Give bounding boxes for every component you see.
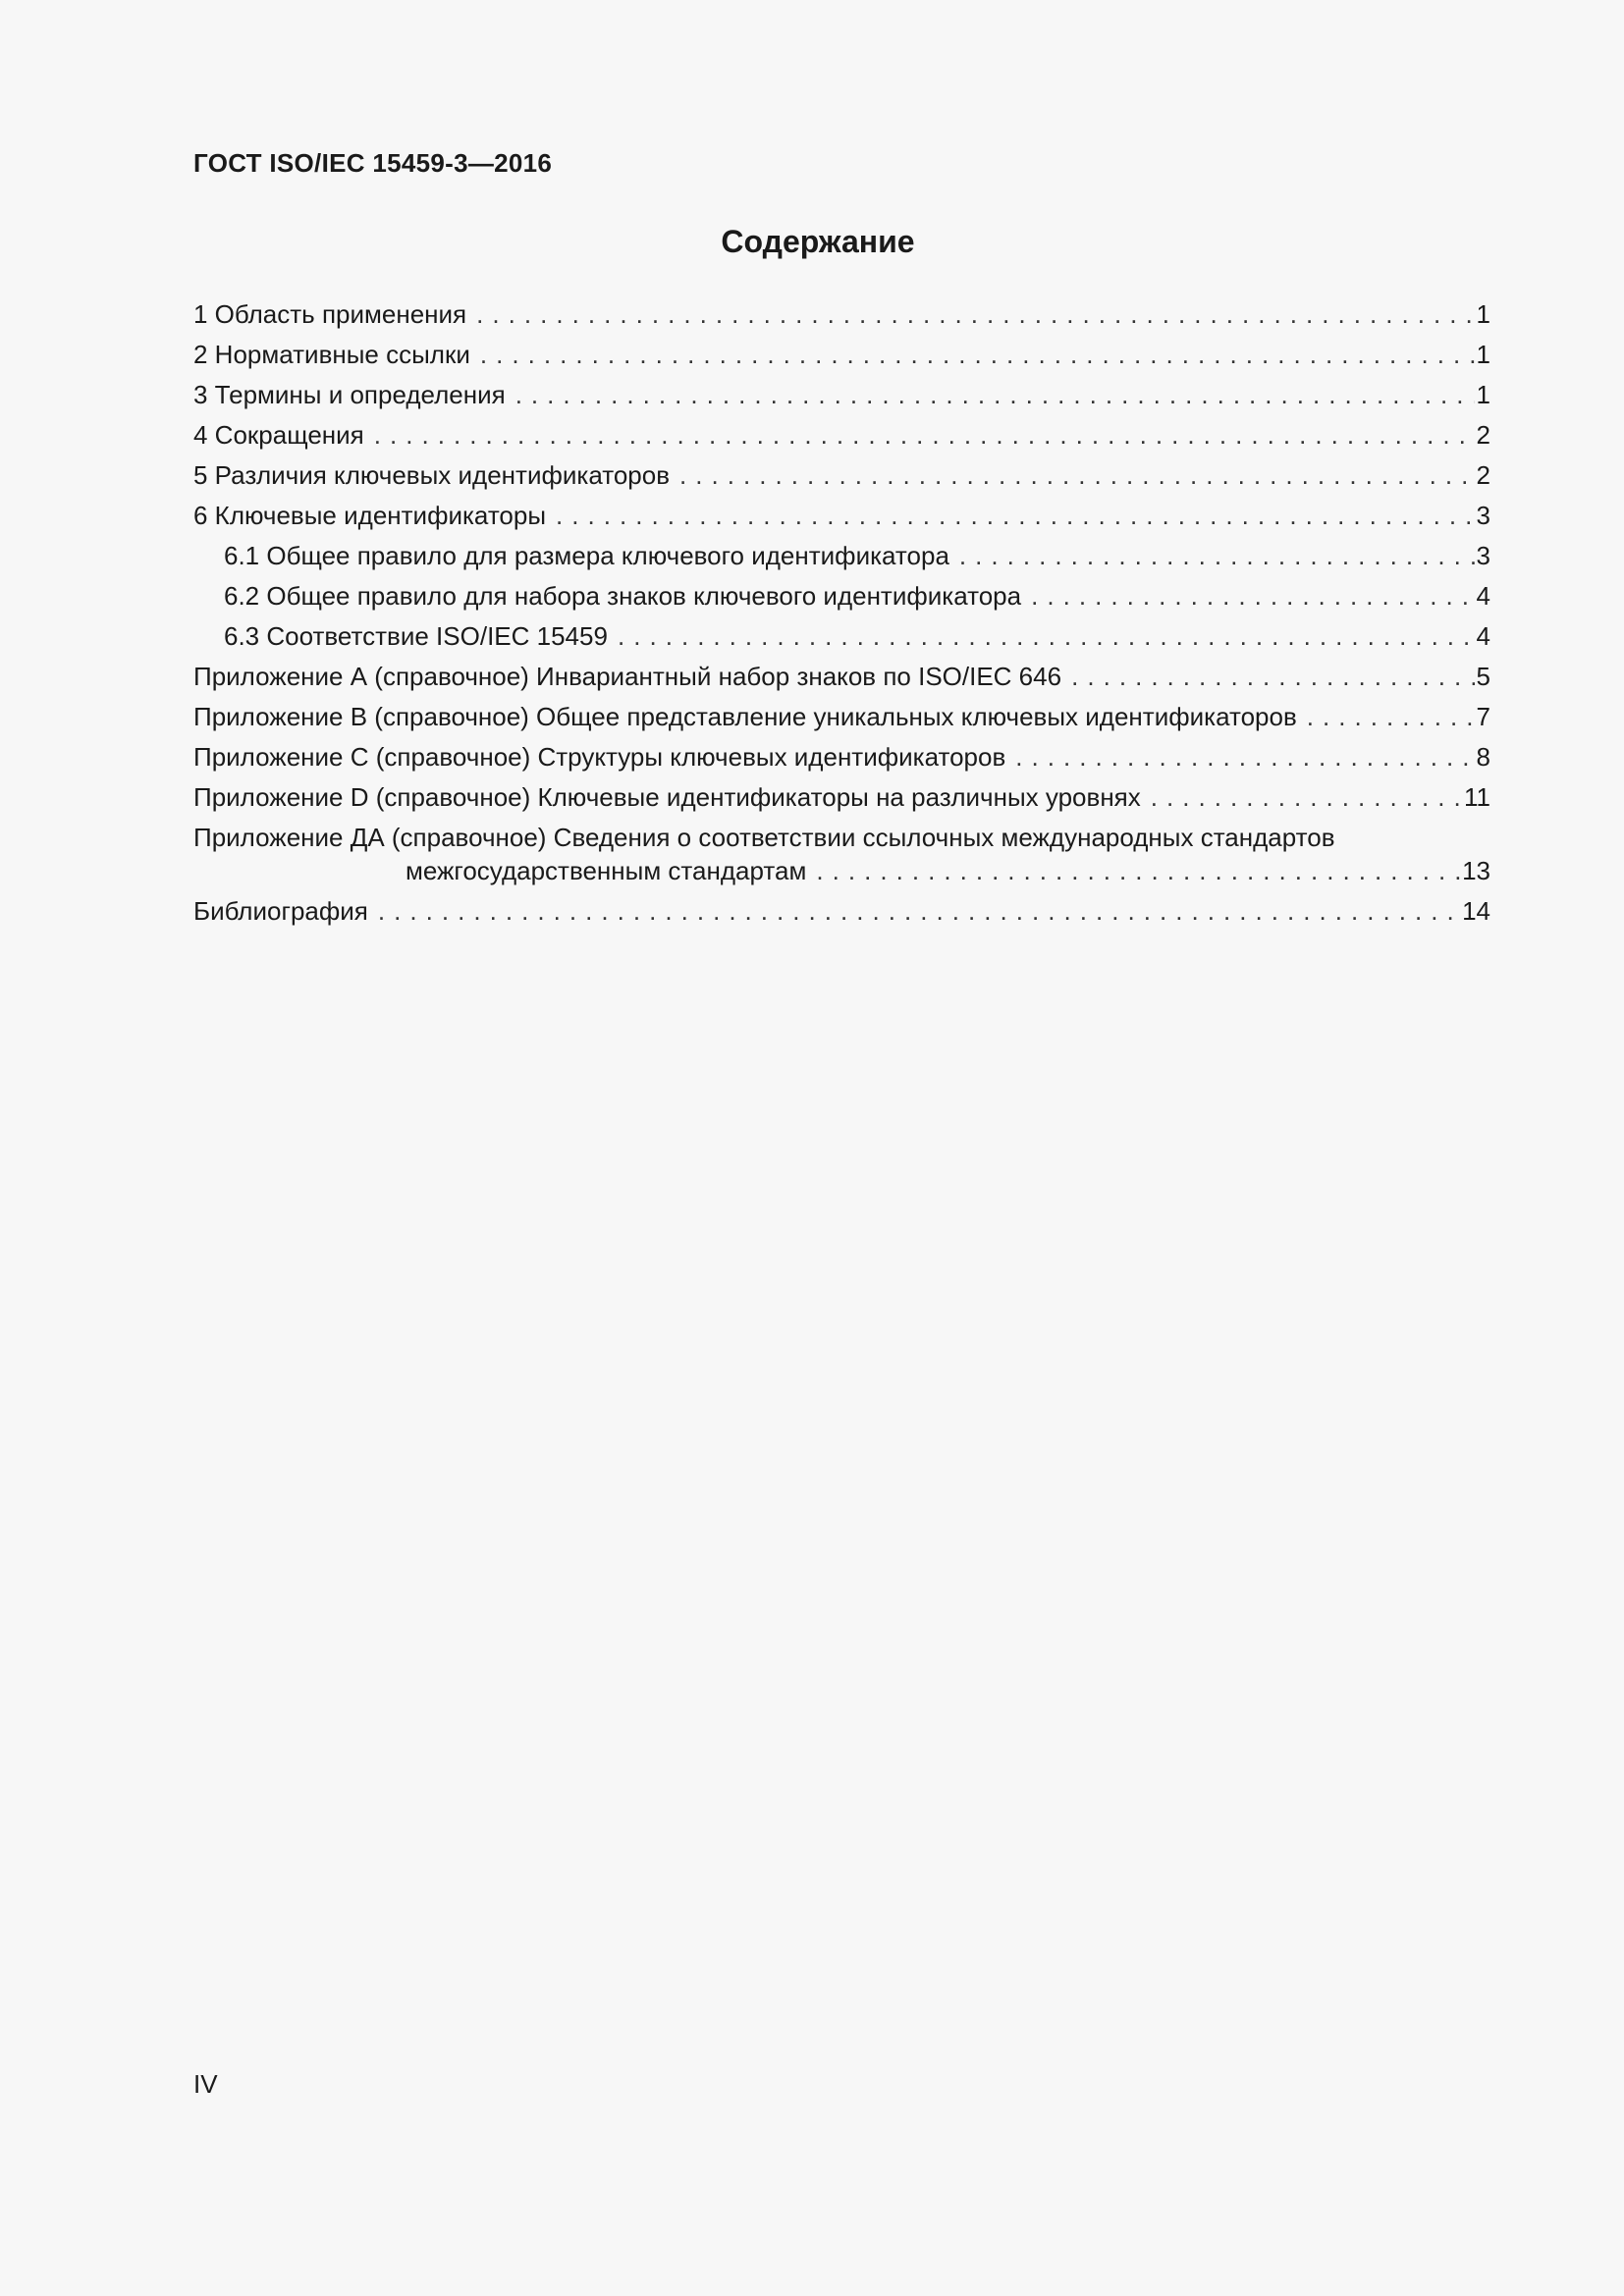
- dot-leader: [618, 616, 1475, 657]
- dot-leader: [374, 415, 1475, 455]
- toc-entry-page: 11: [1464, 782, 1490, 812]
- toc-entry-label: 5 Различия ключевых идентификаторов: [193, 460, 671, 490]
- toc-entry-page: 7: [1476, 702, 1490, 731]
- toc-entry-label: Библиография: [193, 896, 368, 926]
- toc-entry-annex-c[interactable]: [193, 737, 1490, 777]
- table-of-contents: [193, 294, 1490, 932]
- toc-entry-page: 1: [1476, 380, 1490, 409]
- toc-entry-terms[interactable]: [193, 375, 1490, 415]
- document-header: ГОСТ ISO/IEC 15459-3—2016: [193, 148, 553, 178]
- toc-entry-label: 4 Сокращения: [193, 420, 364, 450]
- toc-entry-page: 14: [1462, 896, 1490, 926]
- dot-leader: [556, 496, 1474, 536]
- toc-entry-label: 6.3 Соответствие ISO/IEC 15459: [224, 621, 608, 651]
- toc-entry-6-2[interactable]: [193, 576, 1490, 616]
- toc-entry-page: 5: [1476, 662, 1490, 691]
- toc-entry-annex-b[interactable]: [193, 697, 1490, 737]
- toc-entry-key-identifier-differences[interactable]: [193, 455, 1490, 496]
- toc-entry-label: Приложение D (справочное) Ключевые идентификаторы на различных уровнях: [193, 782, 1141, 812]
- toc-entry-page: 2: [1476, 460, 1490, 490]
- toc-entry-label: 1 Область применения: [193, 299, 467, 329]
- dot-leader: [378, 891, 1460, 932]
- toc-entry-label: 6.1 Общее правило для размера ключевого идентификатора: [224, 541, 949, 570]
- toc-entry-page: 2: [1476, 420, 1490, 450]
- toc-entry-page: 3: [1476, 501, 1490, 530]
- dot-leader: [1307, 697, 1475, 737]
- toc-entry-6-3[interactable]: [193, 616, 1490, 657]
- toc-entry-normative-references[interactable]: [193, 335, 1490, 375]
- dot-leader: [679, 455, 1475, 496]
- dot-leader: [1071, 657, 1474, 697]
- toc-entry-6-1[interactable]: [193, 536, 1490, 576]
- toc-entry-page: 4: [1476, 581, 1490, 611]
- toc-entry-page: 13: [1462, 856, 1490, 885]
- toc-entry-label: 2 Нормативные ссылки: [193, 340, 470, 369]
- toc-entry-label: Приложение В (справочное) Общее представление уникальных ключевых идентификаторов: [193, 702, 1297, 731]
- toc-entry-key-identifiers[interactable]: [193, 496, 1490, 536]
- toc-entry-page: 3: [1476, 541, 1490, 570]
- toc-entry-abbreviations[interactable]: [193, 415, 1490, 455]
- dot-leader: [1031, 576, 1474, 616]
- toc-entry-page: 4: [1476, 621, 1490, 651]
- toc-entry-label: Приложение А (справочное) Инвариантный набор знаков по ISO/IEC 646: [193, 662, 1062, 691]
- toc-entry-label: 6 Ключевые идентификаторы: [193, 501, 547, 530]
- dot-leader: [480, 335, 1475, 375]
- toc-entry-label-continuation: межгосударственным стандартам: [406, 856, 807, 885]
- toc-entry-label: 3 Термины и определения: [193, 380, 506, 409]
- toc-entry-label: Приложение ДА (справочное) Сведения о соответствии ссылочных международных стандартов: [193, 823, 1335, 852]
- toc-entry-annex-d[interactable]: [193, 777, 1490, 818]
- toc-entry-bibliography[interactable]: [193, 891, 1490, 932]
- dot-leader: [515, 375, 1475, 415]
- toc-entry-page: 1: [1476, 299, 1490, 329]
- toc-entry-label: 6.2 Общее правило для набора знаков ключевого идентификатора: [224, 581, 1022, 611]
- toc-entry-label: Приложение С (справочное) Структуры ключевых идентификаторов: [193, 742, 1006, 772]
- toc-entry-page: 8: [1476, 742, 1490, 772]
- dot-leader: [1015, 737, 1474, 777]
- toc-entry-scope[interactable]: [193, 294, 1490, 335]
- dot-leader: [816, 854, 1460, 887]
- dot-leader: [1151, 777, 1462, 818]
- dot-leader: [476, 294, 1474, 335]
- toc-entry-annex-da[interactable]: [193, 818, 1490, 891]
- page-number: IV: [193, 2069, 218, 2099]
- dot-leader: [959, 536, 1475, 576]
- toc-entry-page: 1: [1476, 340, 1490, 369]
- toc-title: Содержание: [721, 224, 915, 259]
- toc-entry-annex-a[interactable]: [193, 657, 1490, 697]
